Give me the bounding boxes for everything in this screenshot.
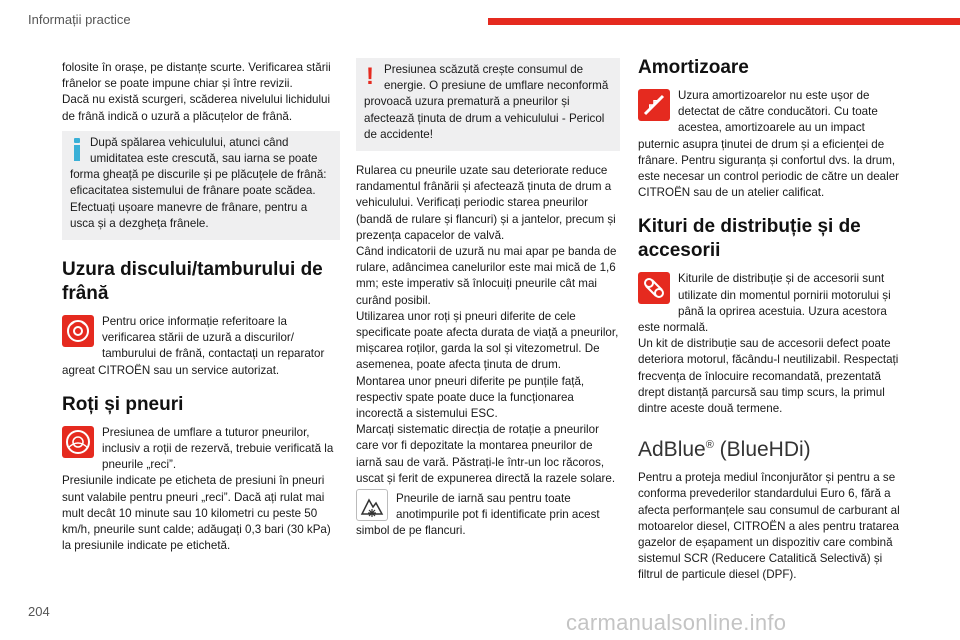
winter-tyre-icon xyxy=(356,489,388,521)
heading-brake-disc-wear: Uzura discului/tamburului de frână xyxy=(62,259,323,305)
section-accent-bar xyxy=(488,18,960,25)
wheels-text: Presiunea de umflare a tuturor pneurilor, inclusiv a roții de rezervă, trebuie verificată la pneurile „reci”. Presiunile indicate pe eticheta de presiuni în pneuri sunt valabile pentru pneuri „reci”. Dacă ați rulat mai mult decât 10 minute sau 10 kilometri cu peste 50 km/h, pneurile sunt calde; adăugați 0,3 bari (30 kPa) la presiunile indicate pe etichetă. xyxy=(62,425,334,553)
adblue-text: Pentru a proteja mediul înconjurător și pentru a se conforma prevederilor standardului Euro 6, fără a afecta performanțele sau consumul de carburant al motoarelor diesel, CITROËN a ales pentru tratarea gazelor de eșapament un dispozitiv care combină sistemul SCR (Reducere Catalitică Selectivă) și filtrul de particule diesel (DPF). xyxy=(638,471,900,582)
section-title: Informații practice xyxy=(28,12,131,27)
distribution-kits-text: Kiturile de distribuție și de accesorii sunt utilizate din momentul pornirii motorului și până la oprirea acestuia. Uzura acestora este normală. Un kit de distribuție sau de accesorii defect poate deteriora motorul, făcându-l neutilizabil. Respectați frecvența de înlocuire recomandată, prezentată drept distanță parcursă sau timp scurs, la primul dintre aceste două termene. xyxy=(638,272,899,416)
shock-absorber-icon xyxy=(638,89,670,121)
column-1 xyxy=(62,60,340,554)
watermark: carmanualsonline.info xyxy=(566,610,787,635)
heading-shock-absorbers: Amortizoare xyxy=(638,57,749,78)
info-box-text: După spălarea vehiculului, atunci când umiditatea este crescută, sau iarna se poate forma gheață pe discurile și pe plăcuțele de frână: eficacitatea sistemului de frânare poate scădea. Efectuați ușoare manevre de frânare, pentru a usca și a dezgheța frânele. xyxy=(70,135,327,230)
winter-tyre-text: Pneurile de iarnă sau pentru toate anotimpurile pot fi identificate prin acest simbol de pe flancuri. xyxy=(356,492,600,538)
heading-wheels-tyres: Roți și pneuri xyxy=(62,393,184,415)
brake-disc-text: Pentru orice informație referitoare la verificarea stării de uzură a discurilor/ tamburului de frână, contactați un reparator agreat CITROËN sau un service autorizat. xyxy=(62,315,325,377)
column-3 xyxy=(638,57,904,584)
tyre-icon xyxy=(62,426,94,458)
drive-belt-icon xyxy=(638,272,670,304)
brakes-intro-text: folosite în orașe, pe distanțe scurte. Verificarea stării frânelor se poate impune chiar și între revizii. Dacă nu există scurgeri, scăderea nivelului lichidului de frână indică o uzură a plăcuțelor de frână. xyxy=(62,61,331,123)
warning-box-text: Presiunea scăzută crește consumul de energie. O presiune de umflare neconformă provoacă uzura prematură a pneurilor și afectează ținuta de drum a vehiculului - Pericol de accidente! xyxy=(364,63,609,141)
warning-icon: ! xyxy=(366,63,374,90)
info-box xyxy=(62,131,340,240)
info-icon xyxy=(72,138,82,162)
tyres-body-text: Rularea cu pneurile uzate sau deteriorate reduce randamentul frânării și afectează ținuta de drum a vehiculului. Verificați periodic starea pneurilor (bandă de rulare și flancuri) și a jantelor, precum și prezența capacelor de valvă. Când indicatorii de uzură nu mai apar pe banda de rulare, adâncimea canelurilor este mai mică de 1,6 mm; este imperativ să înlocuiți pneurile cât mai curând posibil. Utilizarea unor roți și pneuri diferite de cele specificate poate afecta durata de viață a pneurilor, mișcarea roților, garda la sol și vitezometrul. De asemenea, poate afecta ținuta de drum. Montarea unor pneuri diferite pe punțile față, respectiv spate poate duce la funcționarea incorectă a sistemului ESC. Marcați sistematic direcția de rotație a pneurilor care vor fi depozitate la montarea pneurilor de iarnă sau de vară. Păstrați-le într-un loc răcoros, uscat și ferit de expunerea directă la razele solare. xyxy=(356,164,619,485)
warning-box xyxy=(356,58,620,151)
brake-disc-icon xyxy=(62,315,94,347)
heading-adblue: AdBlue® (BlueHDi) xyxy=(638,438,811,462)
page-number: 204 xyxy=(28,604,50,619)
heading-distribution-kits: Kituri de distribuție și de accesorii xyxy=(638,216,861,262)
column-2 xyxy=(356,58,620,540)
shock-absorbers-text: Uzura amortizoarelor nu este ușor de detectat de către conducători. Cu toate acestea, amortizoarele au un impact puternic asupra ținutei de drum și a eficienței de frânare. Pentru siguranța și confortul dvs. la drum, este necesar un control periodic de către un dealer CITROËN sau de un atelier calificat. xyxy=(638,89,900,200)
